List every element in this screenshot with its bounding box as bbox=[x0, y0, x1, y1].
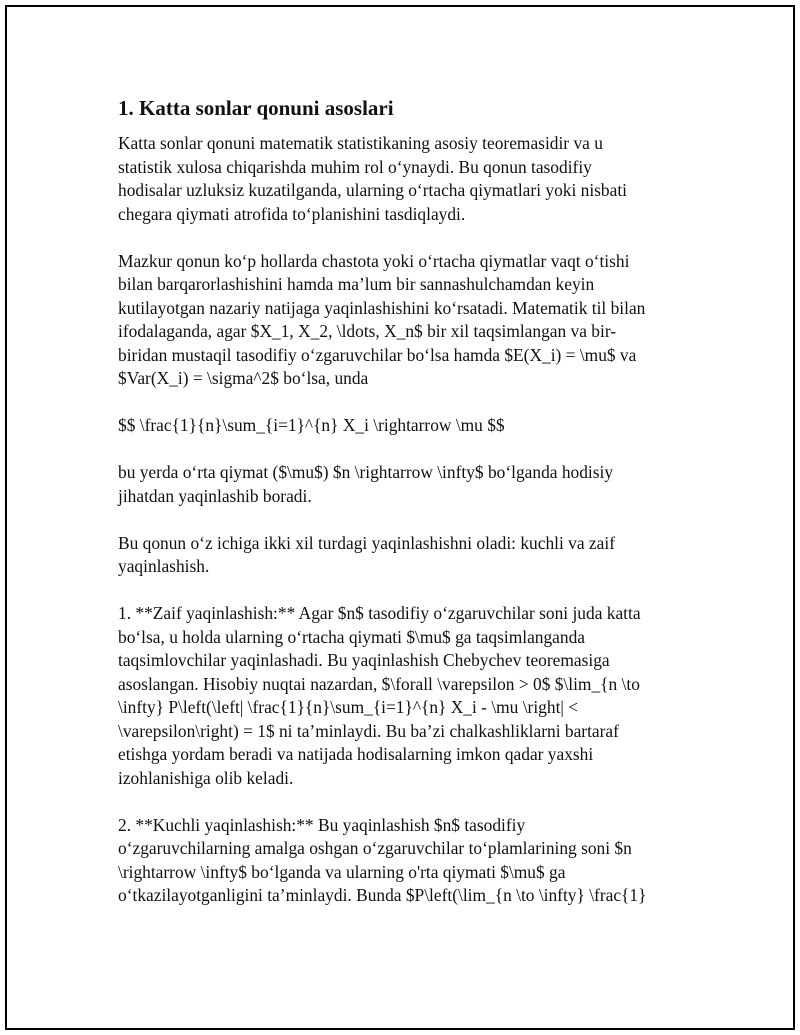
paragraph-types: Bu qonun oʻz ichiga ikki xil turdagi yaqinlashishni oladi: kuchli va zaif yaqinlashish. bbox=[118, 532, 615, 576]
paragraph-definition: Mazkur qonun koʻp hollarda chastota yoki oʻrtacha qiymatlar vaqt oʻtishi bilan barqarorlashishini hamda maʼlum bir sannashulchamdan keyin kutilayotgan nazariy natijaga yaqinlashishini koʻrsatadi. Matematik til bilan ifodalaganda, agar $X_1, X_2, \ldots, X_n$ bir xil taqsimlangan va bir- biridan mustaqil tasodifiy oʻzgaruvchilar boʻlsa hamda $E(X_i) = \mu$ va $Var(X_i) = \sigma^2$ boʻlsa, unda bbox=[118, 250, 646, 388]
list-item-weak: 1. **Zaif yaqinlashish:** Agar $n$ tasodifiy oʻzgaruvchilar soni juda katta boʻlsa, u holda ularning oʻrtacha qiymati $\mu$ ga taqsimlanganda taqsimlovchilar yaqinlashadi. Bu yaqinlashish Chebychev teoremasiga asoslangan. Hisobiy nuqtai nazardan, $\forall \varepsilon > 0$ $\lim_{n \to \infty} P\left(\left| \frac{1}{n}\sum_{i=1}^{n} X_i - \mu \right| < \varepsilon\right) = 1$ ni taʼminlaydi. Bu baʼzi chalkashliklarni bartaraf etishga yordam beradi va natijada hodisalarning imkon qadar yaxshi izohlanishiga olib keladi. bbox=[118, 603, 641, 788]
section-heading: 1. Katta sonlar qonuni asoslari bbox=[118, 96, 394, 120]
paragraph-explanation: bu yerda oʻrta qiymat ($\mu$) $n \rightarrow \infty$ boʻlganda hodisiy jihatdan yaqinlashib boradi. bbox=[118, 462, 614, 506]
paragraph-intro: Katta sonlar qonuni matematik statistikaning asosiy teoremasidir va u statistik xulosa chiqarishda muhim rol oʻynaydi. Bu qonun tasodifiy hodisalar uzluksiz kuzatilganda, ularning oʻrtacha qiymatlari yoki nisbati chegara qiymati atrofida toʻplanishini tasdiqlaydi. bbox=[118, 133, 628, 224]
formula-block: $$ \frac{1}{n}\sum_{i=1}^{n} X_i \rightarrow \mu $$ bbox=[118, 415, 505, 435]
page-frame bbox=[5, 5, 795, 1030]
document-body bbox=[118, 94, 688, 931]
list-item-strong: 2. **Kuchli yaqinlashish:** Bu yaqinlashish $n$ tasodifiy oʻzgaruvchilarning amalga oshgan oʻzgaruvchilar toʻplamlarining soni $n \rightarrow \infty$ boʻlganda va ularning o'rta qiymati $\mu$ ga oʻtkazilayotganligini taʼminlaydi. Bunda $P\left(\lim_{n \to \infty} \frac{1} bbox=[118, 814, 647, 905]
